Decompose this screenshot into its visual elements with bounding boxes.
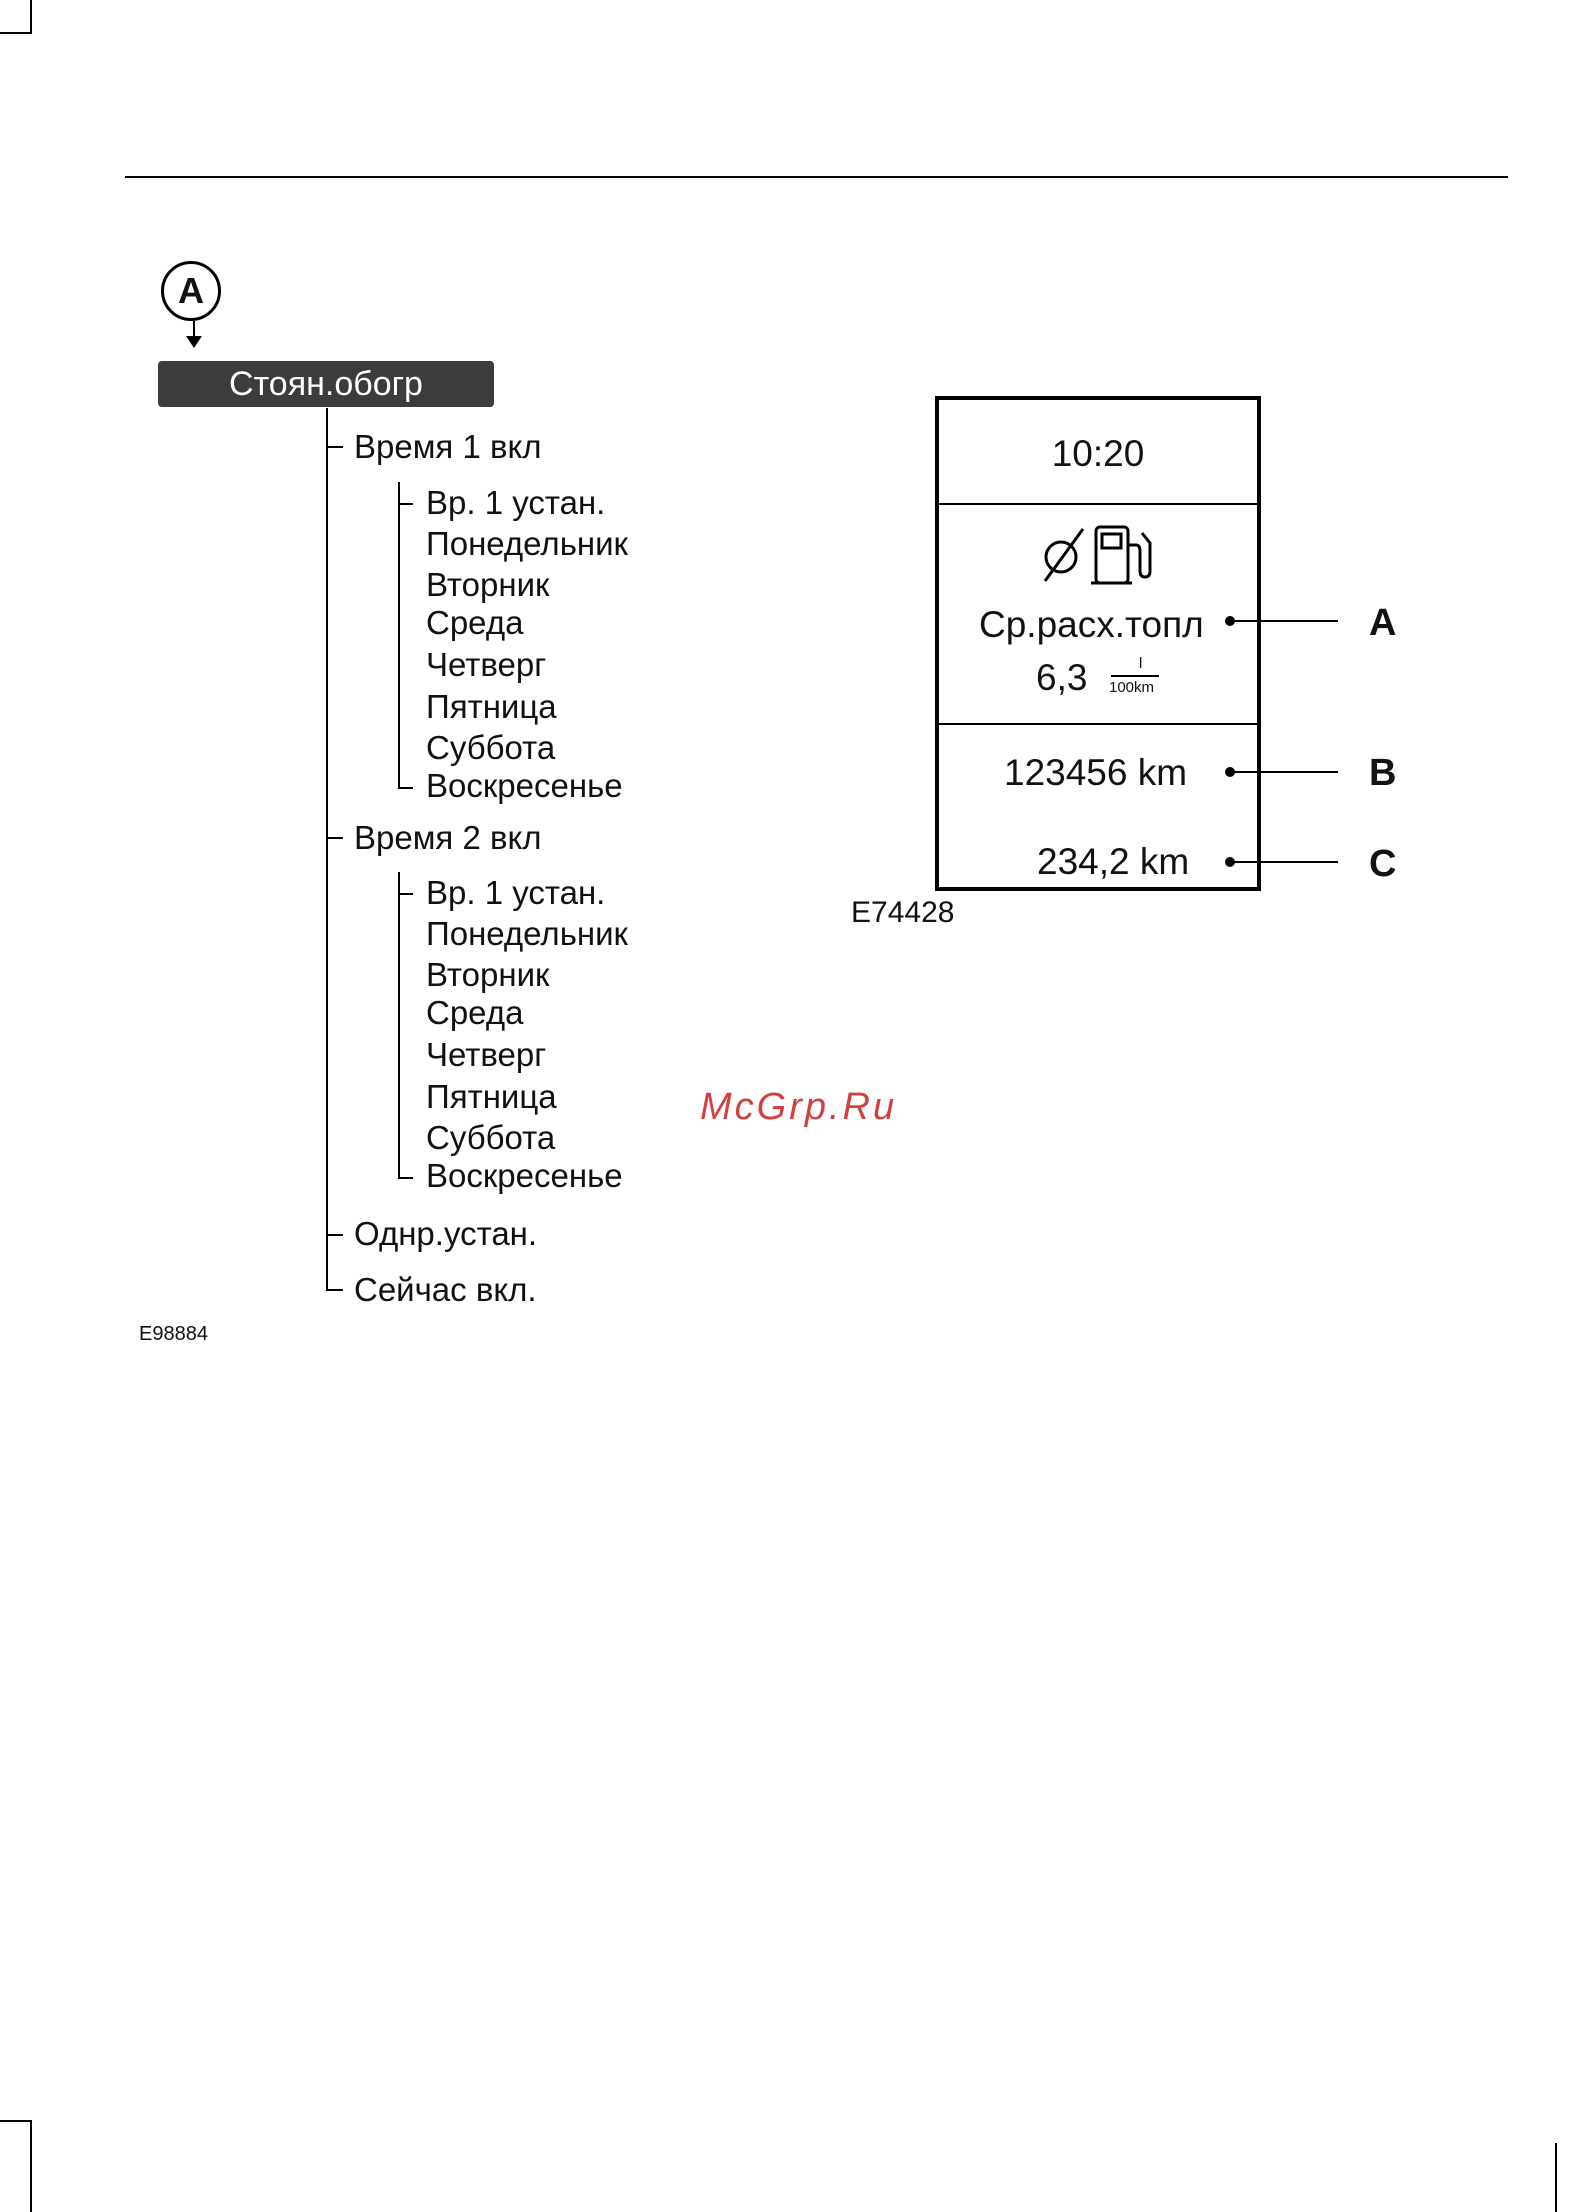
crop-mark-top-left-h <box>0 32 32 34</box>
tree-branch <box>398 787 413 789</box>
display-frame <box>935 396 1261 891</box>
tree-branch <box>398 1177 413 1179</box>
timer2-wednesday: Среда <box>426 994 524 1031</box>
arrow-line <box>193 321 195 337</box>
timer1-saturday: Суббота <box>426 729 556 766</box>
timer1-tuesday: Вторник <box>426 566 550 603</box>
avg-fuel-value: 6,3 <box>1036 657 1088 698</box>
timer1-thursday: Четверг <box>426 646 547 683</box>
header-rule <box>125 176 1508 178</box>
callout-label-c: C <box>1369 843 1397 885</box>
crop-mark-bottom-right-v <box>1555 2143 1557 2212</box>
watermark: McGrp.Ru <box>700 1086 898 1128</box>
timer1-sunday: Воскресенье <box>426 767 623 804</box>
fuel-unit-top: l <box>1139 655 1143 672</box>
menu-item-single-set: Однр.устан. <box>354 1215 538 1252</box>
divider <box>939 723 1257 725</box>
tree-branch <box>326 837 343 839</box>
menu-item-on-now: Сейчас вкл. <box>354 1271 537 1308</box>
odometer: 123456 km <box>1004 752 1188 793</box>
timer2-set-time: Вр. 1 устан. <box>426 874 606 911</box>
tree-branch <box>326 446 343 448</box>
fuel-unit-bottom: 100km <box>1109 679 1155 696</box>
tree-branch <box>398 893 413 895</box>
avg-fuel-label: Ср.расх.топл <box>979 604 1204 645</box>
fuel-consumption-icon <box>1039 515 1179 595</box>
clock-time: 10:20 <box>1051 433 1145 474</box>
menu-item-timer2: Время 2 вкл <box>354 819 542 856</box>
timer2-tuesday: Вторник <box>426 956 550 993</box>
timer2-monday: Понедельник <box>426 915 628 952</box>
crop-mark-bottom-left-h <box>0 2120 32 2122</box>
callout-line-a <box>1230 620 1338 622</box>
callout-line-c <box>1230 861 1338 863</box>
tree-branch <box>398 503 413 505</box>
trip-distance: 234,2 km <box>1037 841 1190 882</box>
timer1-wednesday: Среда <box>426 604 524 641</box>
tree-line-timer2 <box>398 872 400 1179</box>
crop-mark-bottom-left-v <box>30 2120 32 2212</box>
callout-label-a: A <box>1369 602 1397 644</box>
crop-mark-top-left-v <box>30 0 32 34</box>
timer1-friday: Пятница <box>426 688 557 725</box>
fuel-unit-fraction-line <box>1111 675 1159 677</box>
callout-line-b <box>1230 771 1338 773</box>
figure-code-display: E74428 <box>851 896 955 929</box>
timer2-friday: Пятница <box>426 1078 557 1115</box>
timer2-saturday: Суббота <box>426 1119 556 1156</box>
timer1-set-time: Вр. 1 устан. <box>426 484 606 521</box>
tree-branch <box>326 1234 343 1236</box>
timer2-sunday: Воскресенье <box>426 1157 623 1194</box>
figure-code-menu: E98884 <box>139 1323 208 1345</box>
divider <box>939 503 1257 505</box>
section-marker-a: A <box>161 261 221 321</box>
menu-title: Стоян.обогр <box>158 361 494 407</box>
arrow-down-icon <box>186 336 202 348</box>
tree-branch <box>326 1289 343 1291</box>
menu-item-timer1: Время 1 вкл <box>354 428 542 465</box>
tree-line-timer1 <box>398 482 400 789</box>
tree-line-level1 <box>326 408 328 1290</box>
timer2-thursday: Четверг <box>426 1036 547 1073</box>
callout-label-b: B <box>1369 752 1397 794</box>
timer1-monday: Понедельник <box>426 525 628 562</box>
